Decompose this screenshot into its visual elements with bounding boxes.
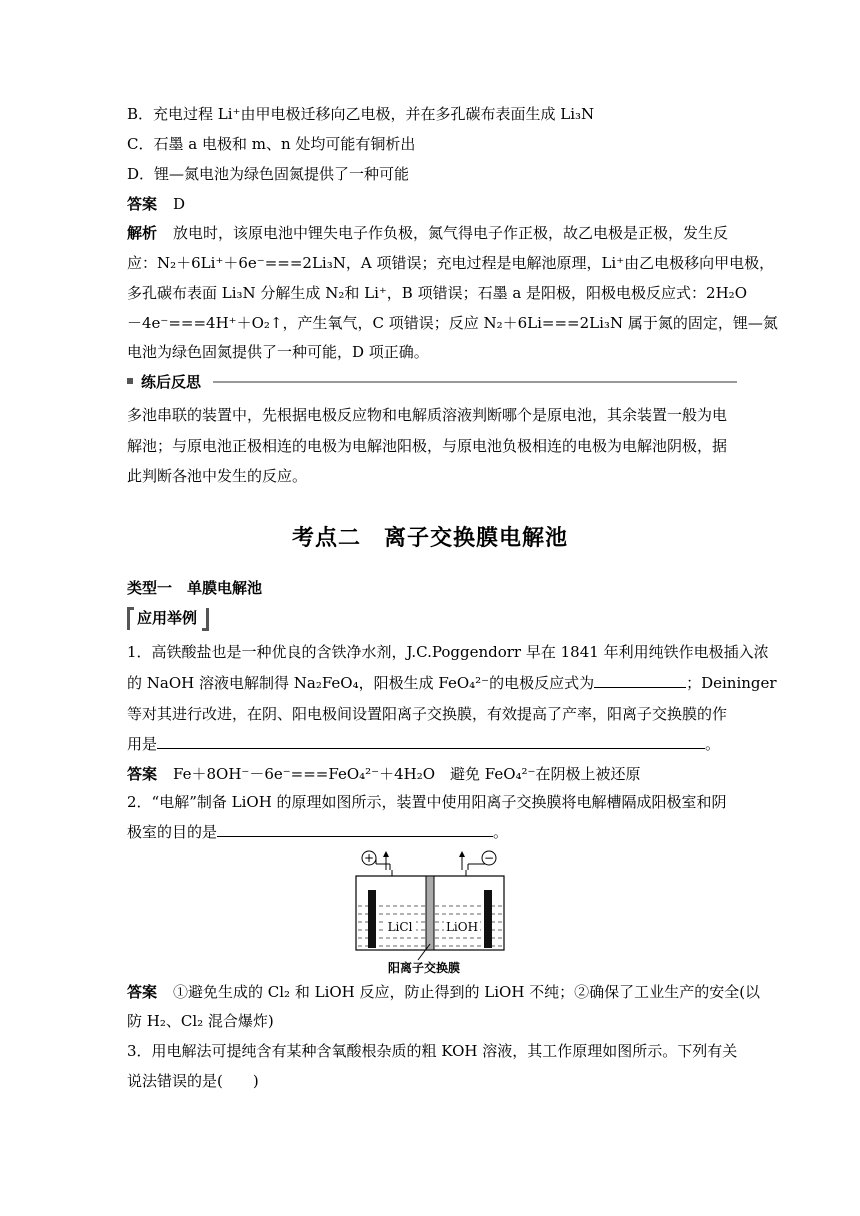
question-2-line — [127, 822, 737, 842]
question-2-line: 2．“电解”制备 LiOH 的原理如图所示，装置中使用阳离子交换膜将电解槽隔成阳极室和阴 — [127, 793, 727, 811]
answer-row-1 — [127, 194, 737, 214]
answer-row-2 — [127, 764, 737, 784]
analysis-line: 电池为绿色固氮提供了一种可能，D 项正确。 — [127, 343, 429, 361]
question-3-line: 说法错误的是( ) — [127, 1072, 259, 1090]
question-1-text: ；Deininger — [686, 674, 777, 692]
answer-label: 答案 — [127, 195, 158, 213]
reflection-line: 解池；与原电池正极相连的电极为电解池阳极，与原电池负极相连的电极为电解池阴极，据 — [127, 437, 728, 455]
licl-label: LiCl — [387, 920, 413, 934]
fill-blank[interactable] — [594, 673, 686, 688]
question-1-line — [127, 734, 737, 754]
reflection-line: 多池串联的装置中，先根据电极反应物和电解质溶液判断哪个是原电池，其余装置一般为电 — [127, 406, 728, 424]
question-1-line: 1．高铁酸盐也是一种优良的含铁净水剂，J.C.Poggendorr 早在 1841 年利用纯铁作电极插入浓 — [127, 643, 769, 661]
lioh-label: LiOH — [445, 920, 479, 934]
question-1-text: 用是 — [127, 735, 158, 753]
right-bracket-icon — [202, 608, 209, 631]
answer-label: 答案 — [127, 765, 158, 783]
electrolysis-cell-svg — [350, 848, 510, 978]
divider — [213, 381, 737, 383]
reflection-header — [127, 372, 737, 392]
analysis-text: 放电时，该原电池中锂失电子作负极，氮气得电子作正极，故乙电极是正极，发生反 — [173, 224, 729, 242]
answer-value: Fe＋8OH⁻－6e⁻===FeO₄²⁻＋4H₂O 避免 FeO₄²⁻在阴极上被还原 — [173, 765, 641, 783]
analysis-line: －4e⁻===4H⁺＋O₂↑，产生氧气，C 项错误；反应 N₂＋6Li===2Li₃N 属于氮的固定，锂—氮 — [127, 314, 778, 332]
minus-terminal: − — [483, 851, 495, 865]
answer-value: D — [173, 195, 186, 213]
answer-value: ①避免生成的 Cl₂ 和 LiOH 反应，防止得到的 LiOH 不纯；②确保了工业生产的安全(以 — [173, 983, 761, 1001]
analysis-row-1 — [127, 223, 737, 243]
question-2-text: 极室的目的是 — [127, 823, 218, 841]
reflection-heading: 练后反思 — [141, 373, 202, 391]
fill-blank[interactable] — [157, 734, 705, 749]
square-bullet-icon — [127, 378, 133, 384]
answer-line: 防 H₂、Cl₂ 混合爆炸) — [127, 1012, 274, 1030]
answer-label: 答案 — [127, 983, 158, 1001]
question-1-text: 。 — [705, 735, 721, 753]
reflection-line: 此判断各池中发生的反应。 — [127, 467, 308, 485]
section-title: 考点二 离子交换膜电解池 — [291, 526, 568, 551]
question-1-line: 等对其进行改进，在阴、阳电极间设置阳离子交换膜，有效提高了产率，阳离子交换膜的作 — [127, 705, 728, 723]
analysis-line: 应：N₂＋6Li⁺＋6e⁻===2Li₃N，A 项错误；充电过程是电解池原理，Li⁺由乙电极移向甲电极， — [127, 254, 775, 272]
electrolysis-diagram — [350, 848, 510, 978]
analysis-label: 解析 — [127, 224, 158, 242]
left-bracket-icon — [127, 607, 134, 630]
option-c: C．石墨 a 电极和 m、n 处均可能有铜析出 — [127, 135, 416, 153]
analysis-line: 多孔碳布表面 Li₃N 分解生成 N₂和 Li⁺，B 项错误；石墨 a 是阳极，阳极电极反应式：2H₂O — [127, 284, 747, 302]
anode-electrode — [368, 890, 376, 948]
option-d: D．锂—氮电池为绿色固氮提供了一种可能 — [127, 165, 410, 183]
fill-blank[interactable] — [217, 822, 493, 837]
question-1-line — [127, 673, 777, 693]
question-1-text: 的 NaOH 溶液电解制得 Na₂FeO₄，阳极生成 FeO₄²⁻的电极反应式为 — [127, 674, 595, 692]
question-3-line: 3．用电解法可提纯含有某种含氧酸根杂质的粗 KOH 溶液，其工作原理如图所示。下列有关 — [127, 1042, 738, 1060]
option-b: B．充电过程 Li⁺由甲电极迁移向乙电极，并在多孔碳布表面生成 Li₃N — [127, 105, 595, 123]
type-heading: 类型一 单膜电解池 — [127, 579, 263, 597]
example-heading — [127, 607, 201, 629]
plus-terminal: + — [363, 851, 375, 865]
answer-row-3 — [127, 982, 761, 1002]
cathode-electrode — [484, 890, 492, 948]
question-2-text: 。 — [493, 823, 509, 841]
membrane-label: 阳离子交换膜 — [387, 961, 461, 975]
example-heading-text: 应用举例 — [137, 609, 198, 627]
